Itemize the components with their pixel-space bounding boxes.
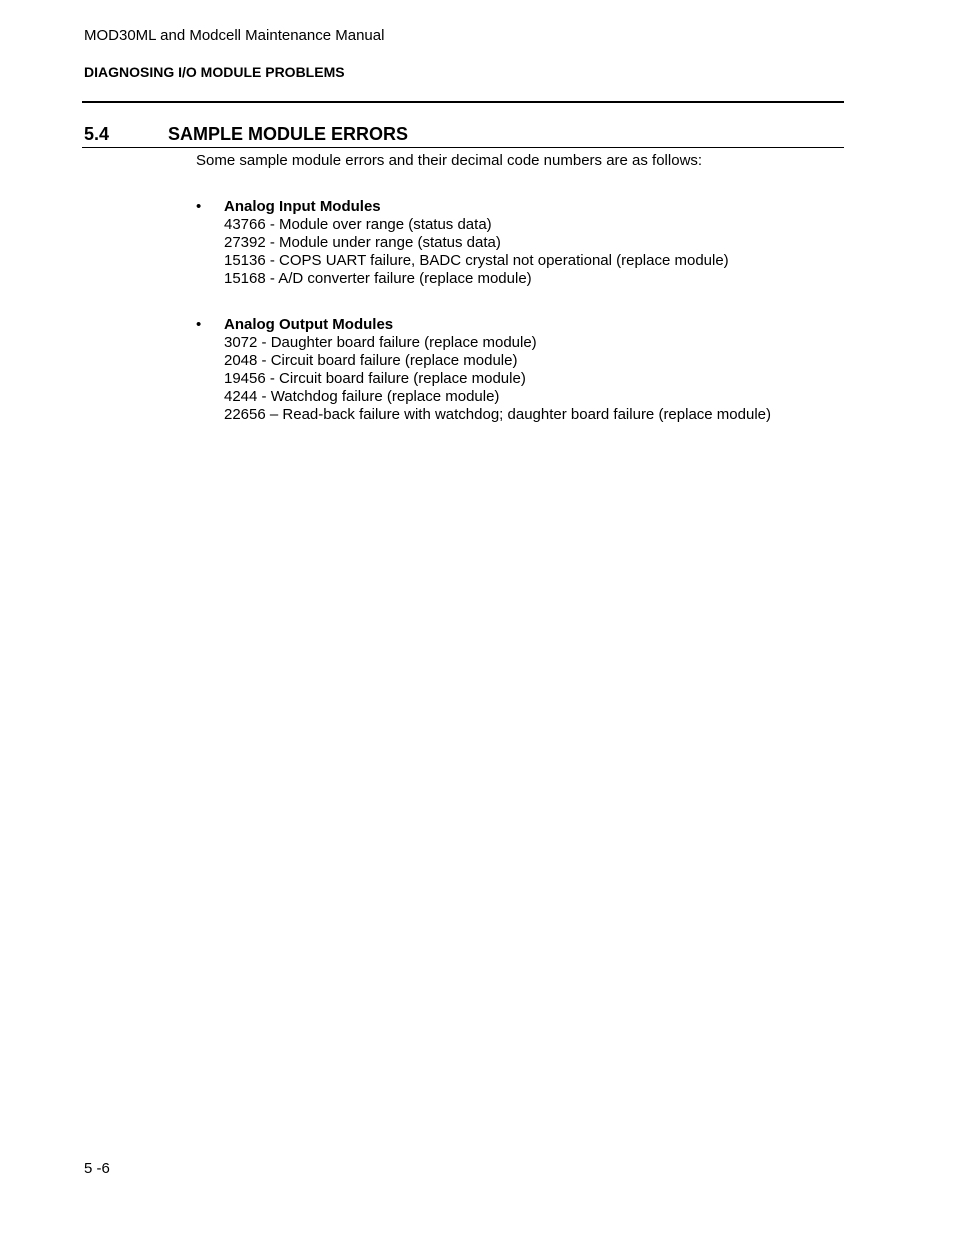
error-code-line: 15136 - COPS UART failure, BADC crystal not operational (replace module) <box>224 252 729 269</box>
error-code-line: 19456 - Circuit board failure (replace module) <box>224 370 526 387</box>
group-heading-analog-output: Analog Output Modules <box>224 316 394 333</box>
manual-title: MOD30ML and Modcell Maintenance Manual <box>84 27 385 44</box>
analog-output-group <box>196 316 836 424</box>
section-title: SAMPLE MODULE ERRORS <box>168 124 409 144</box>
error-code-line: 3072 - Daughter board failure (replace module) <box>224 334 537 351</box>
bullet-marker: • <box>196 316 202 333</box>
error-code-line: 27392 - Module under range (status data) <box>224 234 501 251</box>
error-code-line: 4244 - Watchdog failure (replace module) <box>224 388 500 405</box>
section-intro: Some sample module errors and their decimal code numbers are as follows: <box>196 152 703 169</box>
header-divider <box>82 101 844 103</box>
group-heading-analog-input: Analog Input Modules <box>224 198 381 215</box>
analog-input-group <box>196 198 836 288</box>
group-body <box>224 198 836 288</box>
bullet-marker: • <box>196 198 202 215</box>
error-code-line: 43766 - Module over range (status data) <box>224 216 492 233</box>
page-number: 5 -6 <box>84 1160 110 1177</box>
section-divider <box>82 147 844 148</box>
chapter-heading: DIAGNOSING I/O MODULE PROBLEMS <box>84 64 345 80</box>
error-code-line: 2048 - Circuit board failure (replace module) <box>224 352 518 369</box>
error-code-line: 22656 – Read-back failure with watchdog; daughter board failure (replace module) <box>224 406 771 423</box>
error-code-line: 15168 - A/D converter failure (replace module) <box>224 270 532 287</box>
section-number: 5.4 <box>84 124 110 144</box>
group-body <box>224 316 836 424</box>
